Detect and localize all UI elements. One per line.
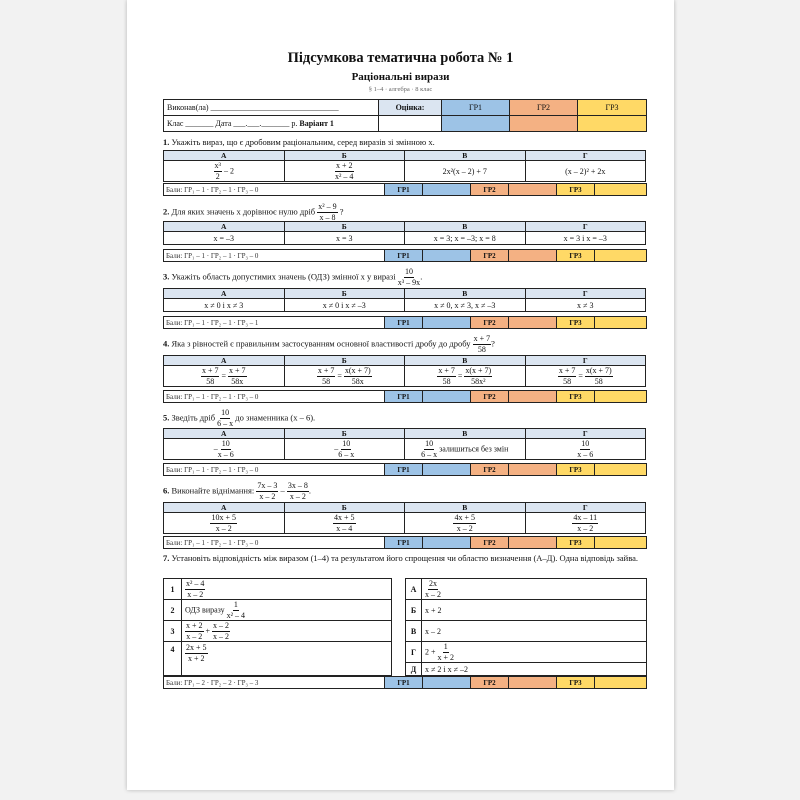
option-letter-b: Б (284, 503, 405, 513)
group2-grade-cell[interactable] (510, 116, 578, 132)
gr3-score-cell[interactable] (595, 184, 647, 196)
page-title: Підсумкова тематична робота № 1 (287, 50, 514, 66)
q2-option-b[interactable]: x = 3 (284, 232, 405, 245)
q6-option-b[interactable]: $\frac{4x + 5}{x - 4}$ (284, 513, 405, 534)
match-number-1: 1 (164, 579, 182, 600)
q3-option-a[interactable]: x ≠ 0 і x ≠ 3 (164, 299, 285, 312)
gr2-label: ГР2 (471, 250, 509, 262)
gr2-score-cell[interactable] (509, 184, 557, 196)
option-letter-c: В (405, 151, 526, 161)
question-text: Укажіть вираз, що є дробовим раціональним, серед виразів зі змінною x. (171, 137, 435, 147)
match-number-3: 3 (164, 621, 182, 642)
gr3-label: ГР3 (557, 464, 595, 476)
q4-options (163, 355, 646, 387)
gr1-score-cell[interactable] (423, 464, 471, 476)
q3-options (163, 288, 646, 312)
q6-options (163, 502, 646, 534)
option-letter-d: Г (525, 429, 646, 439)
gr1-label: ГР1 (385, 317, 423, 329)
option-letter-c: В (405, 289, 526, 299)
option-letter-d: Г (525, 356, 646, 366)
question-text: Яка з рівностей є правильним застосуванням основної властивості дробу до дробу (171, 338, 471, 349)
q6-option-a[interactable]: $\frac{10x + 5}{x - 2}$ (164, 513, 285, 534)
question-text: Для яких значень x дорівнює нулю дріб (171, 206, 316, 217)
q4-option-c[interactable]: $\frac{x + 7}{58}$ = $\frac{x(x + 7)}{\text{58x²}}$ (405, 366, 526, 387)
question-number: 6. (163, 485, 170, 496)
gr3-label: ГР3 (557, 317, 595, 329)
gr2-label: ГР2 (471, 464, 509, 476)
gr3-label: ГР3 (557, 391, 595, 403)
variant-label: Варіант 1 (299, 119, 334, 128)
match-letter-c: В (406, 621, 422, 642)
match-expression-2[interactable]: ОДЗ виразу $\frac{1}{\text{x² – 4}}$ (182, 600, 392, 621)
question-4: 4. Яка з рівностей є правильним застосуванням основної властивості дробу до дробу $\frac{x + 7}{58}$ ? (163, 334, 495, 354)
gr3-score-cell[interactable] (595, 677, 647, 689)
option-letter-d: Г (525, 222, 646, 232)
gr3-score-cell[interactable] (595, 537, 647, 549)
q4-option-a[interactable]: $\frac{x + 7}{58}$ = $\frac{x + 7}{58x}$ (164, 366, 285, 387)
option-letter-b: Б (284, 222, 405, 232)
q5-option-a[interactable]: – $\frac{10}{x - 6}$ (164, 439, 285, 460)
worksheet-page (127, 0, 674, 790)
option-letter-c: В (405, 429, 526, 439)
gr3-score-cell[interactable] (595, 391, 647, 403)
gr1-score-cell[interactable] (423, 184, 471, 196)
option-letter-a: А (164, 503, 285, 513)
question-number: 7. (163, 553, 170, 563)
match-result-a[interactable]: $\frac{2x}{x - 2}$ (422, 579, 647, 600)
question-5: 5. Зведіть дріб $\frac{10}{6 - x}$ до знаменника (x – 6). (163, 408, 316, 428)
gr2-label: ГР2 (471, 677, 509, 689)
q5-option-c[interactable]: $\frac{10}{6 - x}$ залишиться без змін (405, 439, 526, 460)
q6-score-row (163, 536, 647, 549)
match-number-2: 2 (164, 600, 182, 621)
points-label: Бали: ГР₁ – 1 · ГР₂ – 1 · ГР₃ – 0 (164, 391, 385, 403)
match-letter-e: Д (406, 663, 422, 676)
gr1-label: ГР1 (385, 464, 423, 476)
group1-grade-cell[interactable] (442, 116, 510, 132)
group3-grade-cell[interactable] (578, 116, 647, 132)
match-expression-1[interactable]: $\frac{\text{x² – 4}}{x - 2}$ (182, 579, 392, 600)
option-letter-b: Б (284, 356, 405, 366)
gr2-score-cell[interactable] (509, 391, 557, 403)
gr3-score-cell[interactable] (595, 464, 647, 476)
gr2-score-cell[interactable] (509, 464, 557, 476)
q4-option-d[interactable]: $\frac{x + 7}{58}$ = $\frac{x(x + 7)}{58}$ (525, 366, 646, 387)
page-subtitle: Раціональні вирази (351, 71, 450, 83)
class-date-field[interactable] (164, 116, 379, 132)
gr2-label: ГР2 (471, 391, 509, 403)
gr1-score-cell[interactable] (423, 250, 471, 262)
points-label: Бали: ГР₁ – 1 · ГР₂ – 1 · ГР₃ – 0 (164, 184, 385, 196)
question-text: Установіть відповідність між виразом (1–4) та результатом його спрощення чи областю визначення (А–Д). Одна відповідь зайва. (171, 553, 639, 563)
option-letter-c: В (405, 503, 526, 513)
option-letter-a: А (164, 222, 285, 232)
question-number: 4. (163, 338, 170, 349)
option-letter-a: А (164, 429, 285, 439)
option-letter-a: А (164, 356, 285, 366)
q3-option-d[interactable]: x ≠ 3 (525, 299, 646, 312)
gr1-score-cell[interactable] (423, 317, 471, 329)
points-label: Бали: ГР₁ – 1 · ГР₂ – 1 · ГР₃ – 0 (164, 537, 385, 549)
q1-option-a[interactable]: $\frac{\text{x³}}{2}$ – 2 (164, 161, 285, 182)
group1-label: ГР1 (442, 100, 510, 116)
question-number: 2. (163, 206, 170, 217)
option-letter-b: Б (284, 429, 405, 439)
q1-option-b[interactable]: $\frac{x + 2}{\text{x² – 4}}$ (284, 161, 405, 182)
gr1-label: ГР1 (385, 391, 423, 403)
points-label: Бали: ГР₁ – 1 · ГР₂ – 1 · ГР₃ – 0 (164, 464, 385, 476)
option-letter-d: Г (525, 289, 646, 299)
gr3-score-cell[interactable] (595, 250, 647, 262)
page-meta: § 1–4 · алгебра · 8 клас (368, 86, 433, 93)
student-name-field[interactable]: Виконав(ла) ________________________________ (164, 100, 379, 116)
gr3-label: ГР3 (557, 184, 595, 196)
option-letter-a: А (164, 289, 285, 299)
gr1-label: ГР1 (385, 537, 423, 549)
match-letter-d: Г (406, 642, 422, 663)
option-letter-c: В (405, 222, 526, 232)
match-letter-b: Б (406, 600, 422, 621)
question-number: 5. (163, 412, 170, 423)
q2-options (163, 221, 646, 245)
match-result-c[interactable]: x – 2 (422, 621, 647, 642)
q4-option-b[interactable]: $\frac{x + 7}{58}$ = $\frac{x(x + 7)}{58x}$ (284, 366, 405, 387)
match-letter-a: А (406, 579, 422, 600)
q5-option-d[interactable]: $\frac{10}{x - 6}$ (525, 439, 646, 460)
q3-option-b[interactable]: x ≠ 0 і x ≠ –3 (284, 299, 405, 312)
question-2: 2. Для яких значень x дорівнює нулю дріб $\frac{\text{x² – 9}}{x - 8}$ ? (163, 202, 344, 222)
match-result-d[interactable]: 2 + $\frac{1}{x + 2}$ (422, 642, 647, 663)
gr3-score-cell[interactable] (595, 317, 647, 329)
gr1-label: ГР1 (385, 677, 423, 689)
q1-options (163, 150, 646, 182)
option-letter-b: Б (284, 289, 405, 299)
q2-option-c[interactable]: x = 3; x = –3; x = 8 (405, 232, 526, 245)
group2-label: ГР2 (510, 100, 578, 116)
points-label: Бали: ГР₁ – 1 · ГР₂ – 1 · ГР₃ – 0 (164, 250, 385, 262)
match-result-e[interactable]: x ≠ 2 і x ≠ –2 (422, 663, 647, 676)
gr2-label: ГР2 (471, 537, 509, 549)
group3-label: ГР3 (578, 100, 647, 116)
question-1 (163, 138, 646, 147)
option-letter-a: А (164, 151, 285, 161)
class-date-label: Клас _______ Дата ___.___._______ р. (167, 119, 298, 128)
option-letter-b: Б (284, 151, 405, 161)
match-expression-3[interactable]: $\frac{x + 2}{x - 2}$ + $\frac{x - 2}{x - 2}$ (182, 621, 392, 642)
option-letter-d: Г (525, 151, 646, 161)
q1-option-c[interactable]: 2x²(x – 2) + 7 (405, 161, 526, 182)
q2-option-d[interactable]: x = 3 і x = –3 (525, 232, 646, 245)
question-number: 3. (163, 271, 170, 282)
q5-options (163, 428, 646, 460)
gr2-score-cell[interactable] (509, 317, 557, 329)
q6-option-c[interactable]: $\frac{4x + 5}{x - 2}$ (405, 513, 526, 534)
q3-score-row (163, 316, 647, 329)
gr3-label: ГР3 (557, 537, 595, 549)
gr2-label: ГР2 (471, 317, 509, 329)
q3-option-c[interactable]: x ≠ 0, x ≠ 3, x ≠ –3 (405, 299, 526, 312)
q1-score-row (163, 183, 647, 196)
match-result-b[interactable]: x + 2 (422, 600, 647, 621)
match-expression-4[interactable]: $\frac{2x + 5}{x + 2}$ (182, 642, 392, 676)
gr1-label: ГР1 (385, 250, 423, 262)
gr2-score-cell[interactable] (509, 677, 557, 689)
question-7 (163, 554, 646, 563)
gr3-label: ГР3 (557, 250, 595, 262)
gr2-score-cell[interactable] (509, 250, 557, 262)
q2-option-a[interactable]: x = –3 (164, 232, 285, 245)
points-label: Бали: ГР₁ – 2 · ГР₂ – 2 · ГР₃ – 3 (164, 677, 385, 689)
question-number: 1. (163, 137, 170, 147)
option-letter-d: Г (525, 503, 646, 513)
q7-matching-table (163, 578, 647, 676)
question-text: Виконайте віднімання: (171, 485, 255, 496)
q4-score-row (163, 390, 647, 403)
grade-cell[interactable] (379, 116, 442, 132)
gr1-score-cell[interactable] (423, 677, 471, 689)
grade-label: Оцінка: (379, 100, 442, 116)
option-letter-c: В (405, 356, 526, 366)
question-text: Зведіть дріб (171, 412, 216, 423)
question-text: Укажіть область допустимих значень (ОДЗ) змінної x у виразі (171, 271, 396, 282)
points-label: Бали: ГР₁ – 1 · ГР₂ – 1 · ГР₃ – 1 (164, 317, 385, 329)
gr2-score-cell[interactable] (509, 537, 557, 549)
q5-option-b[interactable]: – $\frac{10}{6 - x}$ (284, 439, 405, 460)
q2-score-row (163, 249, 647, 262)
gr2-label: ГР2 (471, 184, 509, 196)
q6-option-d[interactable]: $\frac{4x - 11}{x - 2}$ (525, 513, 646, 534)
question-6: 6. Виконайте віднімання: $\frac{7x - 3}{x - 2}$ – $\frac{3x - 8}{x - 2}$ . (163, 481, 311, 501)
q1-option-d[interactable]: (x – 2)² + 2x (525, 161, 646, 182)
student-info-table (163, 99, 647, 132)
match-number-4: 4 (164, 642, 182, 676)
gr1-score-cell[interactable] (423, 391, 471, 403)
gr3-label: ГР3 (557, 677, 595, 689)
gr1-score-cell[interactable] (423, 537, 471, 549)
q5-score-row (163, 463, 647, 476)
gr1-label: ГР1 (385, 184, 423, 196)
question-3: 3. Укажіть область допустимих значень (ОДЗ) змінної x у виразі $\frac{10}{\text{x³ – 9x}}$ . (163, 267, 423, 287)
q7-score-row (163, 676, 647, 689)
